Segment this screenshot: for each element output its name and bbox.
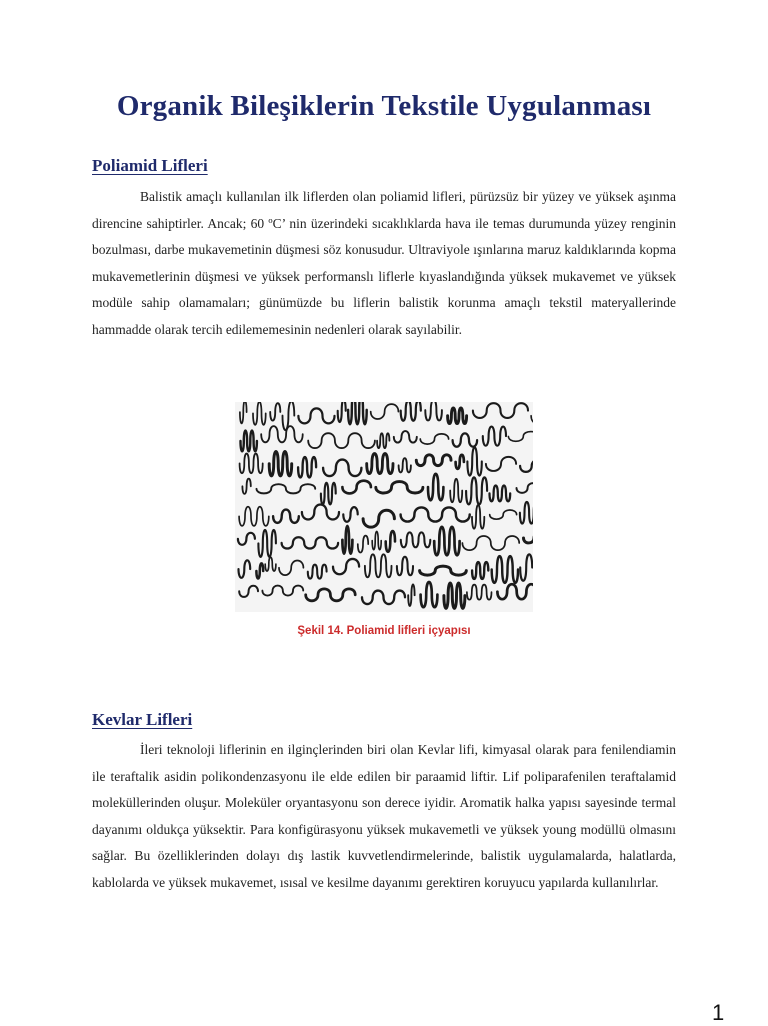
section-heading-poliamid: Poliamid Lifleri	[92, 156, 208, 175]
page-number: 1	[712, 1000, 725, 1025]
fiber-structure-illustration	[235, 402, 533, 612]
paragraph-kevlar: İleri teknoloji liflerinin en ilginçlerinden biri olan Kevlar lifi, kimyasal olarak para fenilendiamin ile teraftalik asidin polikondenzasyonu ile elde edilen bir paraamid liftir. Lif poliparafenilen teraftalamid moleküllerinden oluşur. Moleküler oryantasyonu son derece iyidir. Aromatik halka yapısı sayesinde termal dayanımı oldukça yüksektir. Para konfigürasyonu yüksek mukavemetli ve yüksek young modüllü olmasını sağlar. Bu özelliklerinden dolayı dış lastik kuvvetlendirmelerinde, balistik uygulamalarda, halatlarda, kablolarda ve yüksek mukavemet, ısısal ve kesilme dayanımı gerektiren koruyucu yapılarda kullanılırlar.	[92, 742, 676, 890]
paragraph-poliamid: Balistik amaçlı kullanılan ilk liflerden olan poliamid lifleri, pürüzsüz bir yüzey ve yüksek aşınma direncine sahiptirler. Ancak; 60 ºC’ nin üzerindeki sıcaklıklarda hava ile temas durumunda yüzey renginin bozulması, darbe mukavemetinin düşmesi söz konusudur. Ultraviyole ışınlarına maruz kaldıklarında kopma mukavemetlerinin düşmesi ve yüksek performanslı liflerle kıyaslandığında yüksek mukavemet ve yüksek modüle sahip olamamaları; günümüzde bu liflerin balistik korunma amaçlı tekstil materyallerinde hammadde olarak tercih edilememesinin nedenleri olarak sayılabilir.	[92, 189, 676, 337]
fiber-structure-figure	[235, 402, 533, 612]
page-title: Organik Bileşiklerin Tekstile Uygulanması	[116, 90, 652, 122]
section-heading-kevlar: Kevlar Lifleri	[92, 710, 193, 729]
figure-caption: Şekil 14. Poliamid lifleri içyapısı	[297, 625, 471, 637]
